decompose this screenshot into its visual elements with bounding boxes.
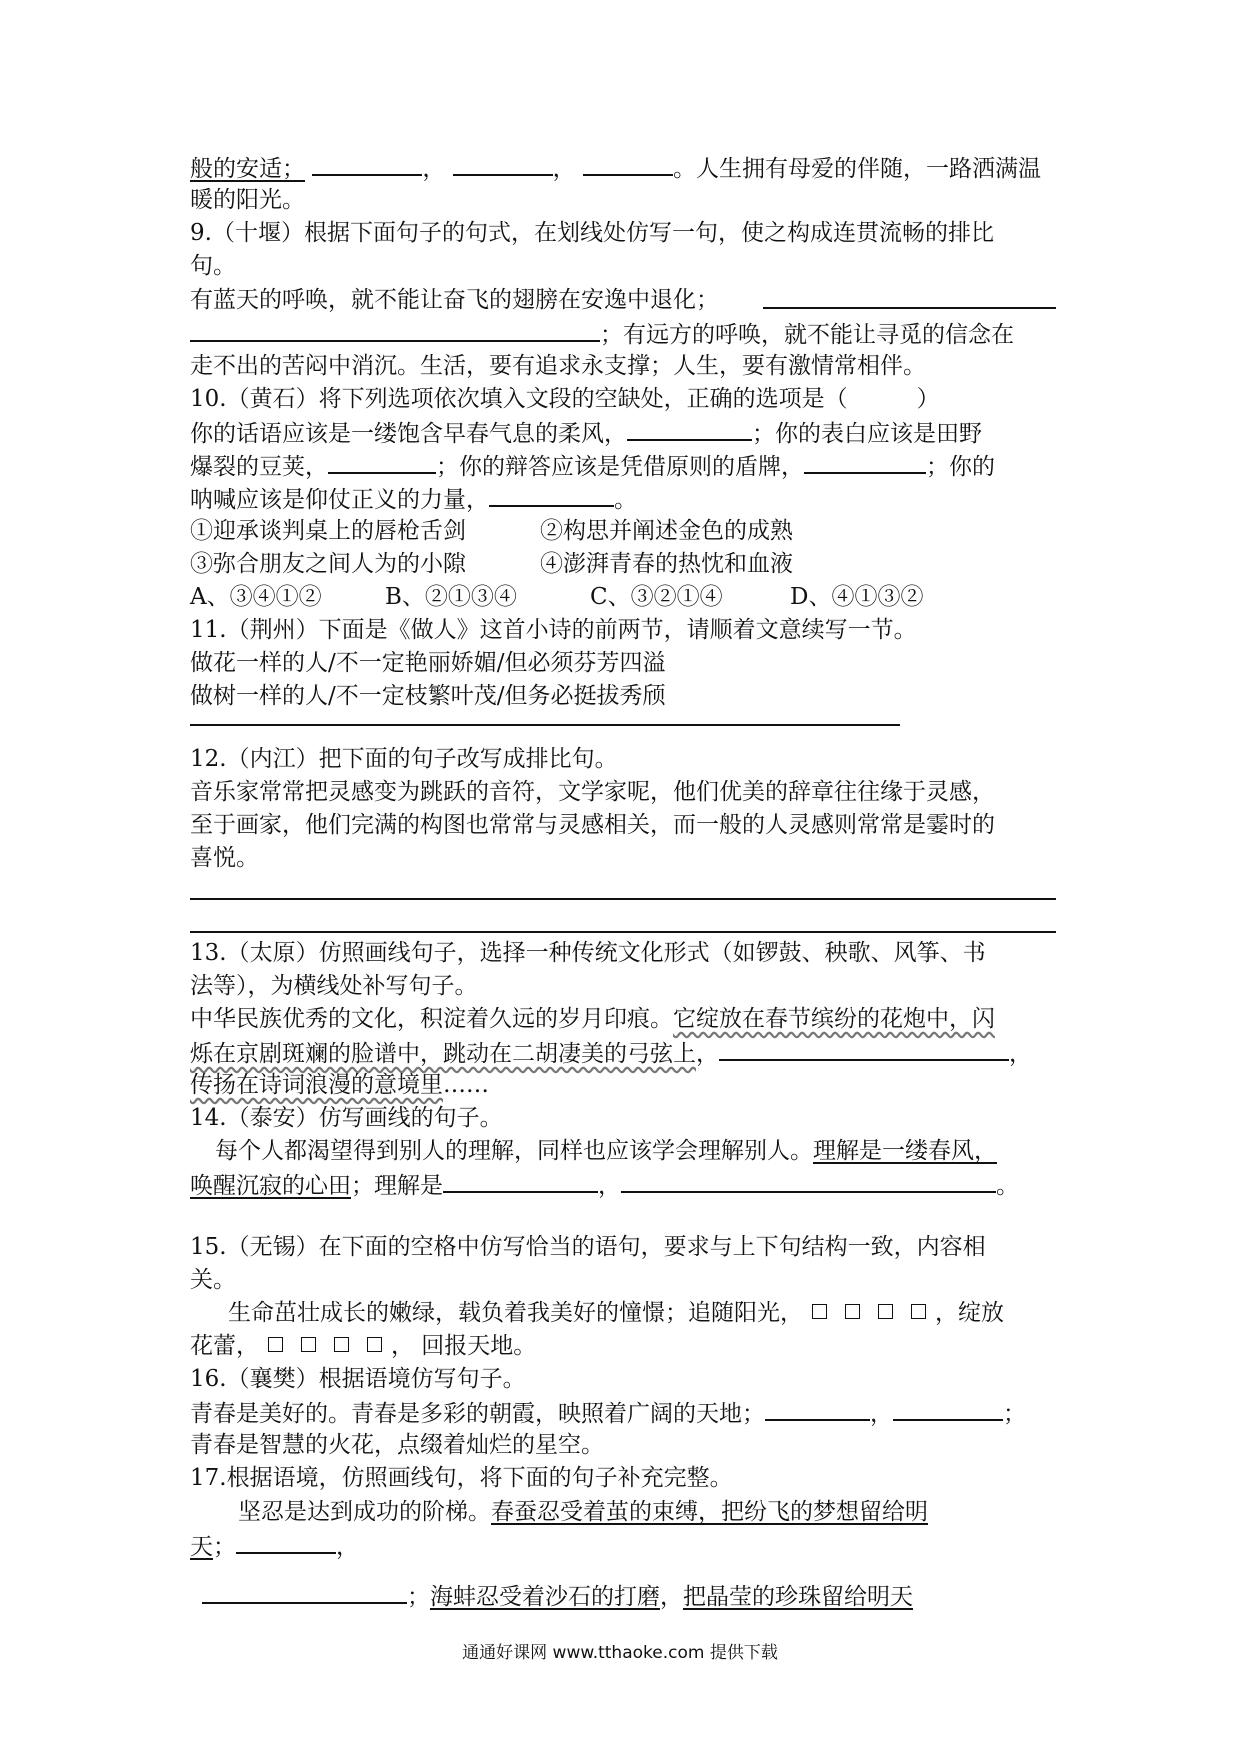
q17-para-3 bbox=[202, 1580, 913, 1612]
answer-blank[interactable] bbox=[583, 152, 673, 176]
answer-line[interactable] bbox=[190, 898, 1056, 900]
answer-blank[interactable] bbox=[190, 318, 600, 342]
q13-title: 13.（太原）仿照画线句子，选择一种传统文化形式（如锣鼓、秧歌、风筝、书 bbox=[190, 940, 986, 966]
answer-line[interactable] bbox=[190, 931, 1056, 933]
q12-para-2: 至于画家，他们完满的构图也常常与灵感相关，而一般的人灵感则常常是霎时的 bbox=[190, 812, 995, 838]
q13-para-3 bbox=[190, 1070, 489, 1100]
q12-para-1: 音乐家常常把灵感变为跳跃的音符，文学家呢，他们优美的辞章往往缘于灵感， bbox=[190, 779, 995, 805]
q14-text: ， bbox=[598, 1173, 621, 1199]
q10-text: 呐喊应该是仰仗正义的力量， bbox=[190, 487, 489, 513]
q13-wavy-text: 它绽放在春节缤纷的花炮中，闪 bbox=[673, 1006, 995, 1032]
answer-box[interactable] bbox=[367, 1337, 382, 1352]
q10-para-2 bbox=[190, 450, 995, 482]
q13-wavy-text: 烁在京剧斑斓的脸谱中，跳动在二胡凄美的弓弦上 bbox=[190, 1041, 696, 1067]
q16-text: ， bbox=[870, 1401, 893, 1427]
q15-para-2 bbox=[190, 1331, 536, 1361]
q11-title: 11.（荆州）下面是《做人》这首小诗的前两节，请顺着文意续写一节。 bbox=[190, 617, 917, 643]
q13-wavy-text: 传扬在诗词浪漫的意境里 bbox=[190, 1072, 443, 1098]
q11-verse-2: 做树一样的人/不一定枝繁叶茂/但务必挺拔秀颀 bbox=[190, 683, 666, 709]
q14-text: ；理解是 bbox=[351, 1173, 443, 1199]
q9-sentence-3: 走不出的苦闷中消沉。生活，要有追求永支撑；人生，要有激情常相伴。 bbox=[190, 353, 926, 379]
answer-line[interactable] bbox=[190, 724, 900, 726]
q10-option: ④澎湃青春的热忱和血液 bbox=[540, 551, 793, 577]
q10-text: 。 bbox=[614, 487, 637, 513]
answer-blank[interactable] bbox=[719, 1037, 1009, 1061]
answer-blank[interactable] bbox=[328, 450, 436, 474]
answer-box[interactable] bbox=[334, 1337, 349, 1352]
q13-text: ， bbox=[1009, 1041, 1032, 1067]
choice-b[interactable]: B、②①③④ bbox=[385, 584, 517, 610]
q17-text: ； bbox=[407, 1584, 430, 1610]
choice-d[interactable]: D、④①③② bbox=[790, 584, 924, 610]
q13-text: 中华民族优秀的文化，积淀着久远的岁月印痕。 bbox=[190, 1006, 673, 1032]
q10-para-1 bbox=[190, 417, 982, 449]
q14-text: 。 bbox=[996, 1173, 1019, 1199]
q15-text: ，绽放 bbox=[935, 1300, 1004, 1326]
answer-blank[interactable] bbox=[893, 1397, 1003, 1421]
q9-text: ；有远方的呼唤，就不能让寻觅的信念在 bbox=[600, 322, 1014, 348]
q15-text: ， 回报天地。 bbox=[391, 1333, 537, 1359]
q10-text: ；你的表白应该是田野 bbox=[752, 421, 982, 447]
q10-choices bbox=[190, 582, 924, 612]
answer-box[interactable] bbox=[878, 1304, 893, 1319]
q13-para-1 bbox=[190, 1004, 995, 1034]
q12-para-3: 喜悦。 bbox=[190, 845, 259, 871]
q10-option: ③弥合朋友之间人为的小隙 bbox=[190, 551, 466, 577]
q15-title: 15.（无锡）在下面的空格中仿写恰当的语句，要求与上下句结构一致，内容相 bbox=[190, 1234, 986, 1260]
q14-para-2 bbox=[190, 1169, 1019, 1201]
answer-box[interactable] bbox=[911, 1304, 926, 1319]
q15-para-1 bbox=[228, 1298, 1004, 1328]
q14-title: 14.（泰安）仿写画线的句子。 bbox=[190, 1105, 503, 1131]
q14-underlined-text: 理解是一缕春风， bbox=[813, 1138, 997, 1164]
q13-para-2 bbox=[190, 1037, 1032, 1069]
q17-text: ， bbox=[660, 1584, 683, 1610]
q11-verse-1: 做花一样的人/不一定艳丽娇媚/但必须芬芳四溢 bbox=[190, 650, 666, 676]
q16-title: 16.（襄樊）根据语境仿写句子。 bbox=[190, 1366, 526, 1392]
q8-sep: ， bbox=[552, 156, 576, 182]
q15-text: 花蕾， bbox=[190, 1333, 259, 1359]
q14-text: 每个人都渴望得到别人的理解，同样也应该学会理解别人。 bbox=[215, 1138, 813, 1164]
q12-title: 12.（内江）把下面的句子改写成排比句。 bbox=[190, 746, 618, 772]
q8-line2: 暖的阳光。 bbox=[190, 187, 305, 213]
answer-blank[interactable] bbox=[627, 417, 752, 441]
answer-blank[interactable] bbox=[202, 1580, 407, 1604]
q8-sep: ， bbox=[422, 156, 446, 182]
q16-para-1 bbox=[190, 1397, 1026, 1429]
q10-option: ①迎承谈判桌上的唇枪舌剑 bbox=[190, 518, 466, 544]
q10-options-row-1 bbox=[190, 516, 793, 546]
answer-blank[interactable] bbox=[443, 1169, 598, 1193]
q8-text: 。人生拥有母爱的伴随，一路洒满温 bbox=[672, 156, 1041, 182]
q13-title-cont: 法等），为横线处补写句子。 bbox=[190, 973, 478, 999]
q10-text: ；你的辩答应该是凭借原则的盾牌， bbox=[436, 454, 804, 480]
q17-underlined-text: 春蚕忍受着茧的束缚，把纷飞的梦想留给明 bbox=[491, 1499, 928, 1525]
answer-blank[interactable] bbox=[489, 483, 614, 507]
q16-para-2: 青春是智慧的火花，点缀着灿烂的星空。 bbox=[190, 1432, 604, 1458]
q14-underlined-text: 唤醒沉寂的心田 bbox=[190, 1173, 351, 1199]
q17-underlined-text: 海蚌忍受着沙石的打磨 bbox=[430, 1584, 660, 1610]
q17-underlined-text: 天 bbox=[190, 1534, 213, 1560]
q10-options-row-2 bbox=[190, 549, 793, 579]
page-footer: 通通好课网 www.tthaoke.com 提供下载 bbox=[462, 1643, 778, 1663]
q17-para-1 bbox=[238, 1497, 928, 1527]
q10-text: ；你的 bbox=[926, 454, 995, 480]
choice-c[interactable]: C、③②①④ bbox=[590, 584, 723, 610]
q8-text: 般的安适； bbox=[190, 156, 305, 182]
answer-line[interactable] bbox=[763, 307, 1056, 309]
q8-line1 bbox=[190, 152, 1041, 184]
q15-text: 生命茁壮成长的嫩绿，载负着我美好的憧憬；追随阳光， bbox=[228, 1300, 803, 1326]
q10-option: ②构思并阐述金色的成熟 bbox=[540, 518, 793, 544]
answer-blank[interactable] bbox=[236, 1530, 336, 1554]
q17-text: ； bbox=[213, 1534, 236, 1560]
answer-box[interactable] bbox=[301, 1337, 316, 1352]
choice-a[interactable]: A、③④①② bbox=[190, 584, 322, 610]
q14-para-1 bbox=[215, 1136, 997, 1166]
q17-text: 坚忍是达到成功的阶梯。 bbox=[238, 1499, 491, 1525]
q9-sentence-2 bbox=[190, 318, 1014, 350]
q10-text: 爆裂的豆荚， bbox=[190, 454, 328, 480]
answer-blank[interactable] bbox=[453, 152, 553, 176]
answer-blank[interactable] bbox=[621, 1169, 996, 1193]
q17-underlined-text: 把晶莹的珍珠留给明天 bbox=[683, 1584, 913, 1610]
q17-text: ， bbox=[336, 1534, 359, 1560]
q13-text: …… bbox=[443, 1072, 489, 1098]
q9-title-cont: 句。 bbox=[190, 253, 236, 279]
answer-box[interactable] bbox=[812, 1304, 827, 1319]
q9-text: 有蓝天的呼唤，就不能让奋飞的翅膀在安逸中退化； bbox=[190, 287, 719, 313]
q10-text: 你的话语应该是一缕饱含早春气息的柔风， bbox=[190, 421, 627, 447]
answer-blank[interactable] bbox=[804, 450, 926, 474]
q17-para-2 bbox=[190, 1530, 359, 1562]
q9-title: 9.（十堰）根据下面句子的句式，在划线处仿写一句，使之构成连贯流畅的排比 bbox=[190, 220, 994, 246]
q9-sentence-1 bbox=[190, 285, 719, 315]
q17-title: 17.根据语境，仿照画线句，将下面的句子补充完整。 bbox=[190, 1465, 733, 1491]
q10-title: 10.（黄石）将下列选项依次填入文段的空缺处，正确的选项是（ ） bbox=[190, 386, 940, 412]
answer-blank[interactable] bbox=[312, 152, 422, 176]
answer-box[interactable] bbox=[845, 1304, 860, 1319]
q16-text: ； bbox=[1003, 1401, 1026, 1427]
q16-text: 青春是美好的。青春是多彩的朝霞，映照着广阔的天地； bbox=[190, 1401, 765, 1427]
q10-para-3 bbox=[190, 483, 637, 515]
answer-blank[interactable] bbox=[765, 1397, 870, 1421]
q13-text: ， bbox=[696, 1041, 719, 1067]
answer-box[interactable] bbox=[268, 1337, 283, 1352]
q15-title-cont: 关。 bbox=[190, 1267, 236, 1293]
